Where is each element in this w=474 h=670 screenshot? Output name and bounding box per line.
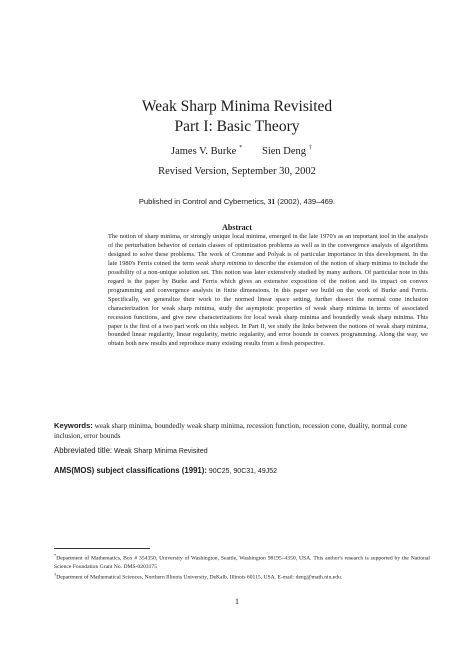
- author-footnote-mark: *: [239, 145, 243, 151]
- author-footnote-mark: †: [309, 145, 313, 151]
- footnotes: [54, 552, 430, 581]
- abbreviated-title-label: Abbreviated title:: [54, 446, 113, 455]
- keywords-value: weak sharp minima, boundedly weak sharp minima, recession function, recession cone, duality, normal cone inclusion, error bounds: [54, 422, 408, 441]
- abbreviated-title-value: Weak Sharp Minima Revisited: [112, 448, 208, 455]
- publication-prefix: Published in: [138, 197, 183, 206]
- paper-title-line2: Part I: Basic Theory: [174, 118, 300, 135]
- footnote-text: Department of Mathematics, Box # 354350, University of Washington, Seattle, Washington 98195–4350, USA. This author's research is supported by the National Science Foundation Grant No. DMS-0203175: [54, 555, 430, 570]
- abstract-text-part1: The notion of sharp minima, or strongly unique local minima, emerged in the late 1970's as an important tool in the analysis of the perturbation behavior of certain classes of optimization problems as well as in the convergence analysis of algorithms designed to solve these problems. The work of Cromme and Polyak is of particular importance in this development. In the late 1980's Ferris coined the term: [108, 233, 428, 267]
- footnote-rule: [54, 548, 150, 549]
- abstract-emphasis: weak sharp minima: [195, 259, 247, 267]
- separator: ,: [263, 197, 268, 206]
- abstract-heading: Abstract: [222, 223, 252, 232]
- abbreviated-title-line: [54, 446, 430, 457]
- keywords-line: [54, 421, 430, 441]
- ams-classification-line: [54, 466, 430, 477]
- publication-note: [0, 196, 474, 207]
- journal-volume: 31: [267, 197, 276, 206]
- publication-details: (2002), 439–469.: [275, 197, 336, 206]
- journal-name: Control and Cybernetics: [182, 197, 264, 206]
- abstract-text-part2: to describe the extension of the notion of sharp minima to include the possibility of a non-unique solution set. This notion was later extensively studied by many authors. Of particular note in this regard is the paper by Burke and Ferris which gives an extensive exposition of the notion and its impact on convex programming and convergence analysis in finite dimensions. In this paper we build on the work of Burke and Ferris. Specifically, we generalize their work to the normed linear space setting, further dissect the normal cone inclusion characterization for weak sharp minima, study the asymptotic properties of weak sharp minima in terms of associated recession functions, and give new characterizations for local weak sharp minima and boundedly weak sharp minima. This paper is the first of a two part work on this subject. In Part II, we study the links between the notions of weak sharp minima, bounded linear regularity, linear regularity, metric regularity, and error bounds in convex programming. Along the way, we obtain both new results and reproduce many existing results from a fresh perspective.: [108, 259, 428, 348]
- revision-date: Revised Version, September 30, 2002: [158, 166, 316, 177]
- paper-title-line1: Weak Sharp Minima Revisited: [141, 98, 333, 115]
- author-burke: [171, 145, 242, 157]
- author-name: Sien Deng: [262, 146, 307, 157]
- footnote-text: Department of Mathematical Sciences, Northern Illinois University, DeKalb, Illinois 60115, USA. E-mail: deng@math.niu.edu.: [56, 574, 343, 581]
- author-list: [0, 145, 474, 159]
- author-name: James V. Burke: [171, 146, 237, 157]
- keywords-label: Keywords:: [54, 421, 93, 430]
- footnote-deng: [54, 571, 430, 582]
- abstract-text: [108, 233, 428, 349]
- author-deng: [262, 145, 312, 157]
- footnote-burke: [54, 552, 430, 571]
- page-number: 1: [235, 597, 239, 606]
- footnote-mark: †: [54, 571, 57, 577]
- ams-classification-label: AMS(MOS) subject classifications (1991):: [54, 466, 207, 475]
- footnote-mark: *: [54, 553, 57, 558]
- ams-classification-value: 90C25, 90C31, 49J52: [206, 468, 278, 475]
